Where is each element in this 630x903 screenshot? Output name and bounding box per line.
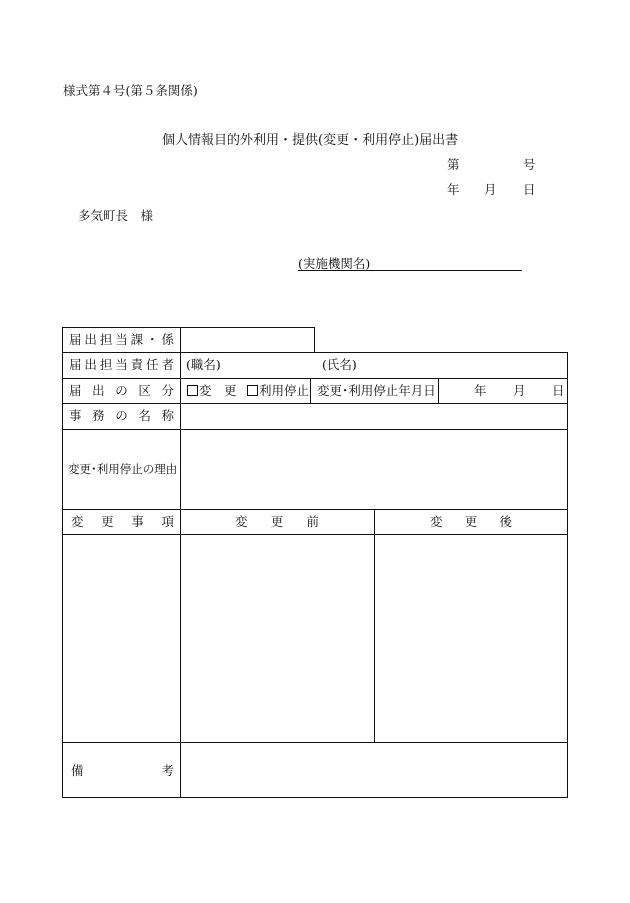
before-label: 変 更 前 — [235, 514, 319, 529]
rule — [567, 352, 568, 798]
form-number: 様式第４号(第５条関係) — [63, 83, 198, 98]
agency-label: (実施機関名) — [298, 256, 371, 271]
checkbox-icon[interactable] — [187, 385, 198, 396]
rule — [310, 378, 311, 404]
rule — [62, 403, 568, 404]
reason-label: 変更･利用停止の理由 — [68, 462, 178, 476]
rule — [438, 378, 439, 404]
remarks-label: 備 考 — [71, 763, 174, 778]
rule — [374, 509, 375, 743]
rule — [62, 429, 568, 430]
items-label: 変 更 事 項 — [71, 514, 174, 529]
agency-underline — [298, 270, 522, 271]
option-stop[interactable]: 利用停止 — [247, 384, 309, 398]
date-year: 年 — [447, 182, 460, 197]
office-name-label: 事 務 の 名 称 — [69, 408, 174, 423]
rule — [62, 534, 568, 535]
number-suffix: 号 — [523, 157, 536, 172]
option-change[interactable]: 変 更 — [187, 384, 237, 398]
rule — [180, 327, 181, 798]
dept-label: 届 出 担 当 課 ・ 係 — [69, 332, 174, 347]
rule — [62, 509, 568, 510]
date-month: 月 — [484, 182, 497, 197]
category-label: 届 出 の 区 分 — [69, 383, 174, 398]
date-month-label: 月 — [513, 383, 526, 398]
checkbox-icon[interactable] — [247, 385, 258, 396]
rule — [62, 742, 568, 743]
title-field-label: (職名) — [186, 357, 221, 372]
person-label: 届 出 担 当 責 任 者 — [69, 357, 174, 372]
document-title: 個人情報目的外利用・提供(変更・利用停止)届出書 — [162, 133, 459, 148]
number-prefix: 第 — [447, 157, 460, 172]
rule — [62, 797, 568, 798]
rule — [62, 352, 568, 353]
addressee: 多気町長 様 — [78, 208, 154, 223]
rule — [62, 378, 568, 379]
name-field-label: (氏名) — [322, 357, 357, 372]
after-label: 変 更 後 — [430, 514, 512, 529]
rule — [314, 327, 315, 353]
date-day-label: 日 — [552, 383, 565, 398]
rule — [62, 327, 314, 328]
date-day: 日 — [523, 182, 536, 197]
change-date-label: 変更･利用停止年月日 — [317, 383, 436, 398]
rule — [62, 327, 63, 798]
date-year-label: 年 — [474, 383, 487, 398]
